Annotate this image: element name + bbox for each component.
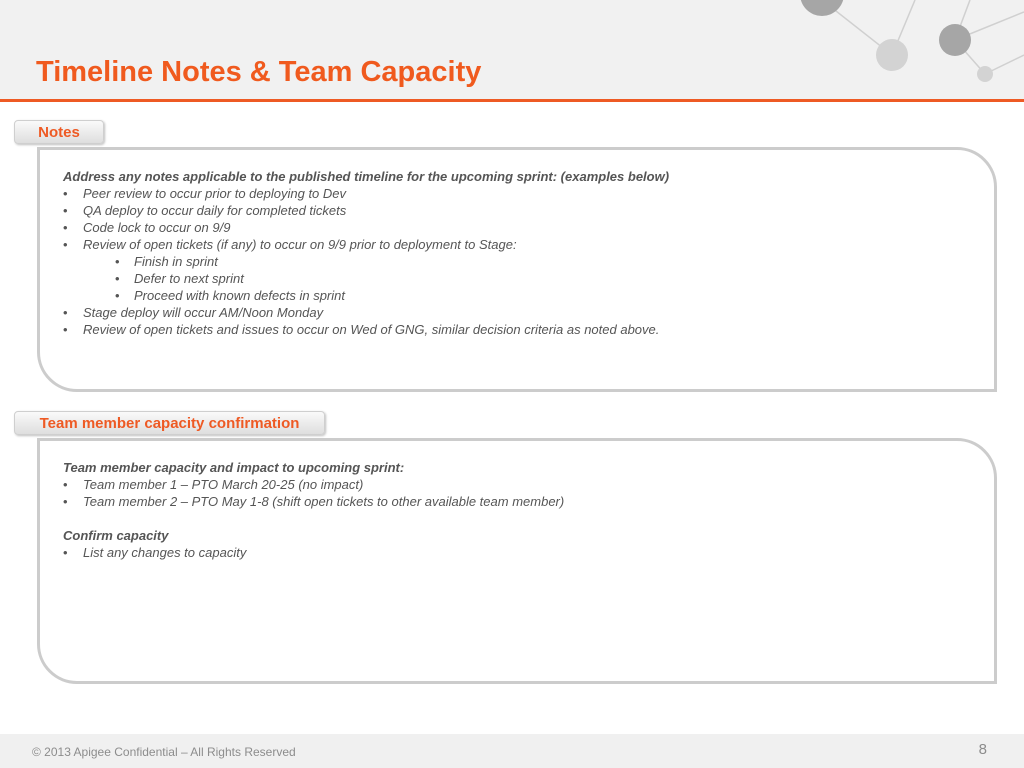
copyright-text: © 2013 Apigee Confidential – All Rights Reserved — [32, 745, 296, 759]
notes-tab: Notes — [14, 120, 104, 144]
list-item: • Review of open tickets (if any) to occur on 9/9 prior to deployment to Stage: — [63, 236, 974, 253]
confirm-capacity-lead: Confirm capacity — [63, 528, 169, 543]
sub-list-item: • Defer to next sprint — [63, 270, 974, 287]
header-divider — [0, 99, 1024, 102]
notes-list — [63, 185, 974, 338]
list-item: • Team member 1 – PTO March 20-25 (no impact) — [63, 476, 974, 493]
notes-content — [63, 168, 974, 338]
notes-panel — [37, 147, 997, 392]
capacity-list — [63, 476, 974, 510]
list-item: • Code lock to occur on 9/9 — [63, 219, 974, 236]
list-item: • List any changes to capacity — [63, 544, 974, 561]
list-item: • Team member 2 – PTO May 1-8 (shift open tickets to other available team member) — [63, 493, 974, 510]
molecule-node — [977, 66, 993, 82]
molecule-node — [800, 0, 844, 16]
capacity-lead: Team member capacity and impact to upcoming sprint: — [63, 460, 405, 475]
list-item: • Review of open tickets and issues to occur on Wed of GNG, similar decision criteria as noted above. — [63, 321, 974, 338]
capacity-tab: Team member capacity confirmation — [14, 411, 325, 435]
footer — [0, 734, 1024, 768]
page-title: Timeline Notes & Team Capacity — [36, 56, 482, 88]
page-number: 8 — [978, 741, 987, 758]
capacity-content — [63, 459, 974, 561]
notes-lead: Address any notes applicable to the published timeline for the upcoming sprint: (examples below) — [63, 169, 670, 184]
sub-list-item: • Proceed with known defects in sprint — [63, 287, 974, 304]
confirm-list — [63, 544, 974, 561]
spacer — [63, 510, 974, 527]
capacity-panel — [37, 438, 997, 684]
sub-list-item: • Finish in sprint — [63, 253, 974, 270]
list-item: • Peer review to occur prior to deploying to Dev — [63, 185, 974, 202]
list-item: • Stage deploy will occur AM/Noon Monday — [63, 304, 974, 321]
molecule-graphic — [780, 0, 1024, 100]
list-item: • QA deploy to occur daily for completed tickets — [63, 202, 974, 219]
molecule-node — [939, 24, 971, 56]
molecule-node — [876, 39, 908, 71]
